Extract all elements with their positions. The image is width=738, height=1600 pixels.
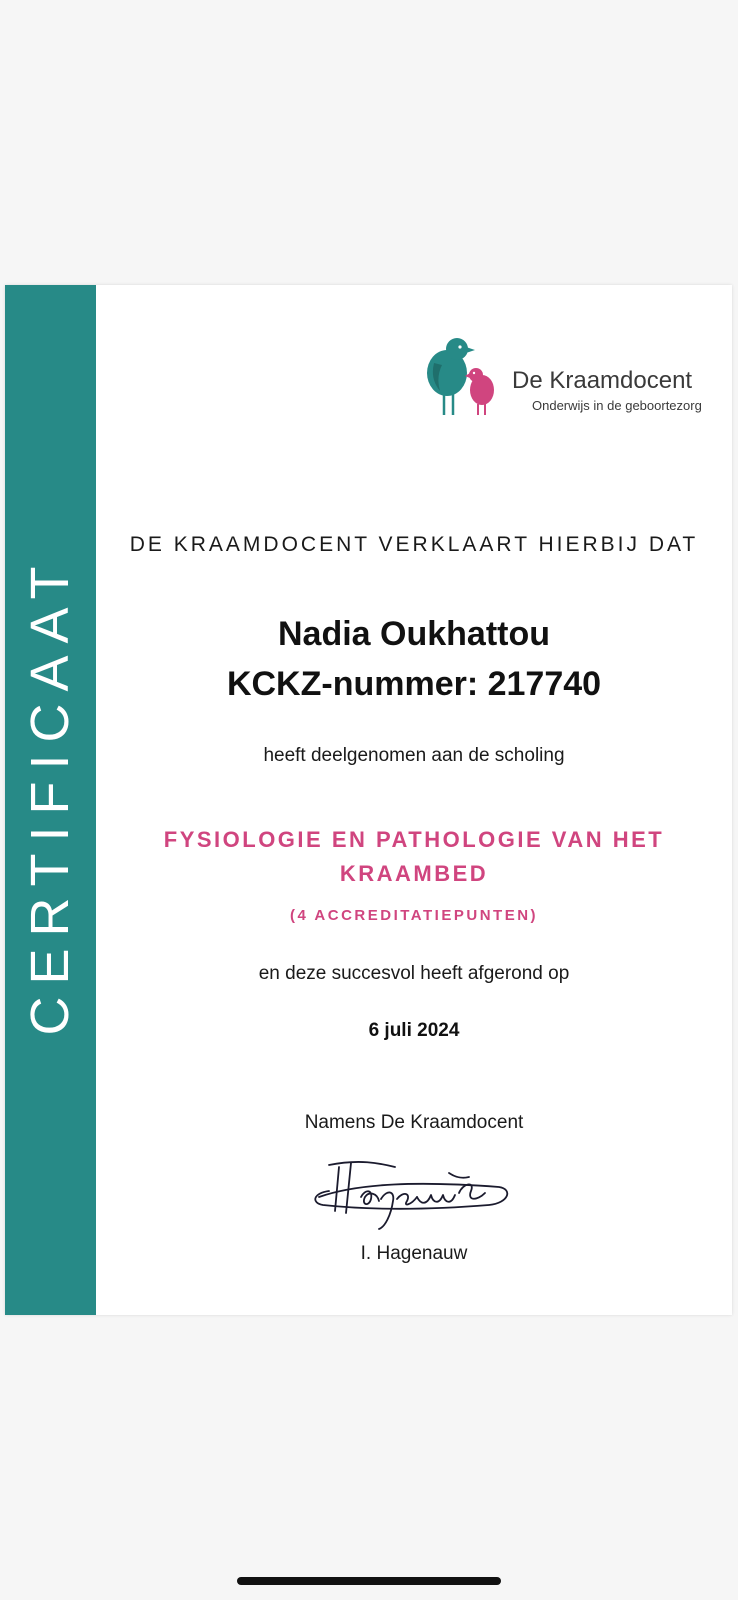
on-behalf-text: Namens De Kraamdocent [304,1112,524,1133]
participated-text: heeft deelgenomen aan de scholing [263,745,565,766]
recipient-name: Nadia Oukhattou [277,615,551,653]
completion-date: 6 juli 2024 [368,1020,460,1041]
certificate [5,285,732,1315]
home-indicator[interactable] [237,1577,501,1585]
kckz-number: KCKZ-nummer: 217740 [226,665,602,703]
course-title: FYSIOLOGIE EN PATHOLOGIE VAN HET KRAAMBED [163,827,665,886]
declaration-text: DE KRAAMDOCENT VERKLAART HIERBIJ DAT [129,533,699,556]
signature-image [299,1153,529,1233]
certificate-title: CERTIFICAAT [20,554,80,1036]
logo [422,337,722,427]
completed-text: en deze succesvol heeft afgerond op [258,963,570,984]
signer-name: I. Hagenauw [360,1243,468,1264]
side-band [5,285,96,1315]
brand-tagline: Onderwijs in de geboortezorg [532,398,702,413]
credits-text: (4 ACCREDITATIEPUNTEN) [289,907,539,924]
birds-logo-icon [422,337,502,427]
brand-name: De Kraamdocent [512,367,693,394]
